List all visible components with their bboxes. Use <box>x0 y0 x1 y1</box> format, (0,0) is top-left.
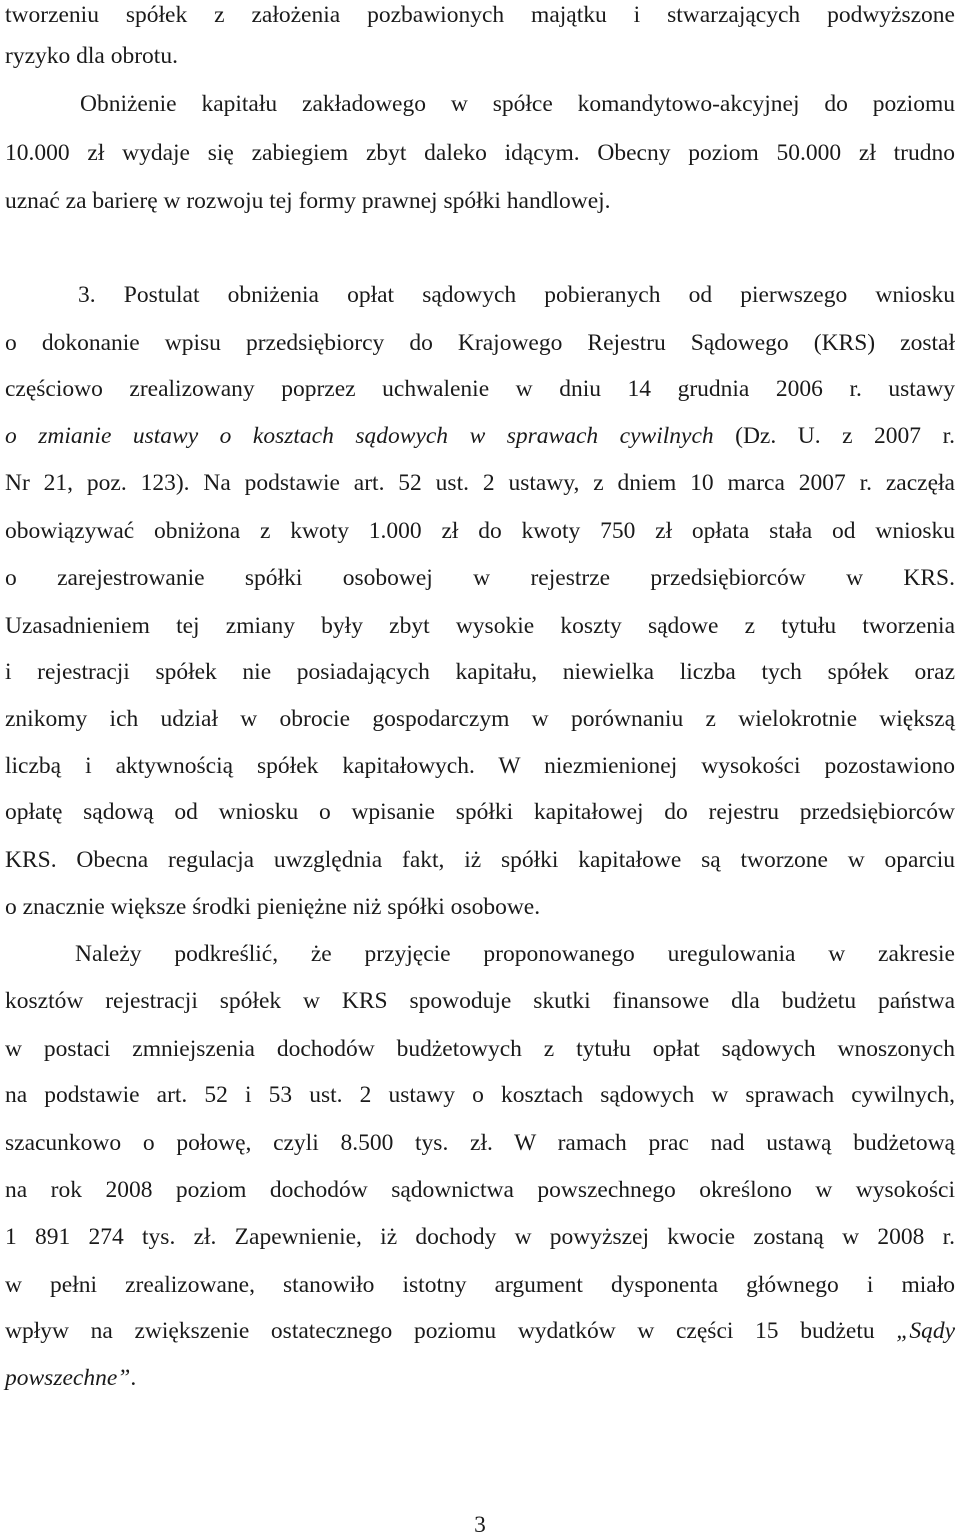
text-line: ryzyko dla obrotu. <box>5 43 178 69</box>
text-line: o dokonanie wpisu przedsiębiorcy do Krajowego Rejestru Sądowego (KRS) został <box>5 330 955 356</box>
text-line: 10.000 zł wydaje się zabiegiem zbyt daleko idącym. Obecny poziom 50.000 zł trudno <box>5 140 955 166</box>
text-line: i rejestracji spółek nie posiadających kapitału, niewielka liczba tych spółek oraz <box>5 659 955 685</box>
text-line: w postaci zmniejszenia dochodów budżetowych z tytułu opłat sądowych wnoszonych <box>5 1036 955 1062</box>
text-line: na podstawie art. 52 i 53 ust. 2 ustawy o kosztach sądowych w sprawach cywilnych, <box>5 1082 955 1108</box>
text-line: KRS. Obecna regulacja uwzględnia fakt, iż spółki kapitałowe są tworzone w oparciu <box>5 847 955 873</box>
text-span: wpływ na zwiększenie ostatecznego poziomu wydatków w części 15 budżetu <box>5 1318 897 1344</box>
text-line: opłatę sądową od wniosku o wpisanie spółki kapitałowej do rejestru przedsiębiorców <box>5 799 955 825</box>
text-line: o znacznie większe środki pieniężne niż spółki osobowe. <box>5 894 541 920</box>
act-title-italic: o zmianie ustawy o kosztach sądowych w sprawach cywilnych <box>5 423 714 449</box>
text-line <box>5 421 955 451</box>
text-line: szacunkowo o połowę, czyli 8.500 tys. zł. W ramach prac nad ustawą budżetową <box>5 1130 955 1156</box>
text-line: w pełni zrealizowane, stanowiło istotny argument dysponenta głównego i miało <box>5 1272 955 1298</box>
text-line <box>5 1316 955 1346</box>
text-line: tworzeniu spółek z założenia pozbawionych majątku i stwarzających podwyższone <box>5 2 955 28</box>
quoted-italic: „Sądy <box>896 1318 955 1344</box>
text-line: częściowo zrealizowany poprzez uchwalenie w dniu 14 grudnia 2006 r. ustawy <box>5 376 955 402</box>
quoted-italic: powszechne” <box>5 1365 131 1391</box>
text-line <box>5 1363 955 1393</box>
text-line: 3. Postulat obniżenia opłat sądowych pobieranych od pierwszego wniosku <box>78 282 955 308</box>
text-span: (Dz. U. z 2007 r. <box>713 423 955 449</box>
text-line: Uzasadnieniem tej zmiany były zbyt wysokie koszty sądowe z tytułu tworzenia <box>5 613 955 639</box>
text-line: Nr 21, poz. 123). Na podstawie art. 52 ust. 2 ustawy, z dniem 10 marca 2007 r. zaczęła <box>5 470 955 496</box>
text-line: na rok 2008 poziom dochodów sądownictwa powszechnego określono w wysokości <box>5 1177 955 1203</box>
text-line: liczbą i aktywnością spółek kapitałowych. W niezmienionej wysokości pozostawiono <box>5 753 955 779</box>
text-line: uznać za barierę w rozwoju tej formy prawnej spółki handlowej. <box>5 188 611 214</box>
text-line: Należy podkreślić, że przyjęcie proponowanego uregulowania w zakresie <box>75 941 955 967</box>
text-line: Obniżenie kapitału zakładowego w spółce komandytowo-akcyjnej do poziomu <box>80 91 955 117</box>
text-line: o zarejestrowanie spółki osobowej w rejestrze przedsiębiorców w KRS. <box>5 565 955 591</box>
page-number: 3 <box>474 1512 486 1538</box>
text-line: kosztów rejestracji spółek w KRS spowoduje skutki finansowe dla budżetu państwa <box>5 988 955 1014</box>
text-span: . <box>130 1365 137 1391</box>
text-line: obowiązywać obniżona z kwoty 1.000 zł do kwoty 750 zł opłata stała od wniosku <box>5 518 955 544</box>
text-line: znikomy ich udział w obrocie gospodarczym w porównaniu z wielokrotnie większą <box>5 706 955 732</box>
text-line: 1 891 274 tys. zł. Zapewnienie, iż dochody w powyższej kwocie zostaną w 2008 r. <box>5 1224 955 1250</box>
